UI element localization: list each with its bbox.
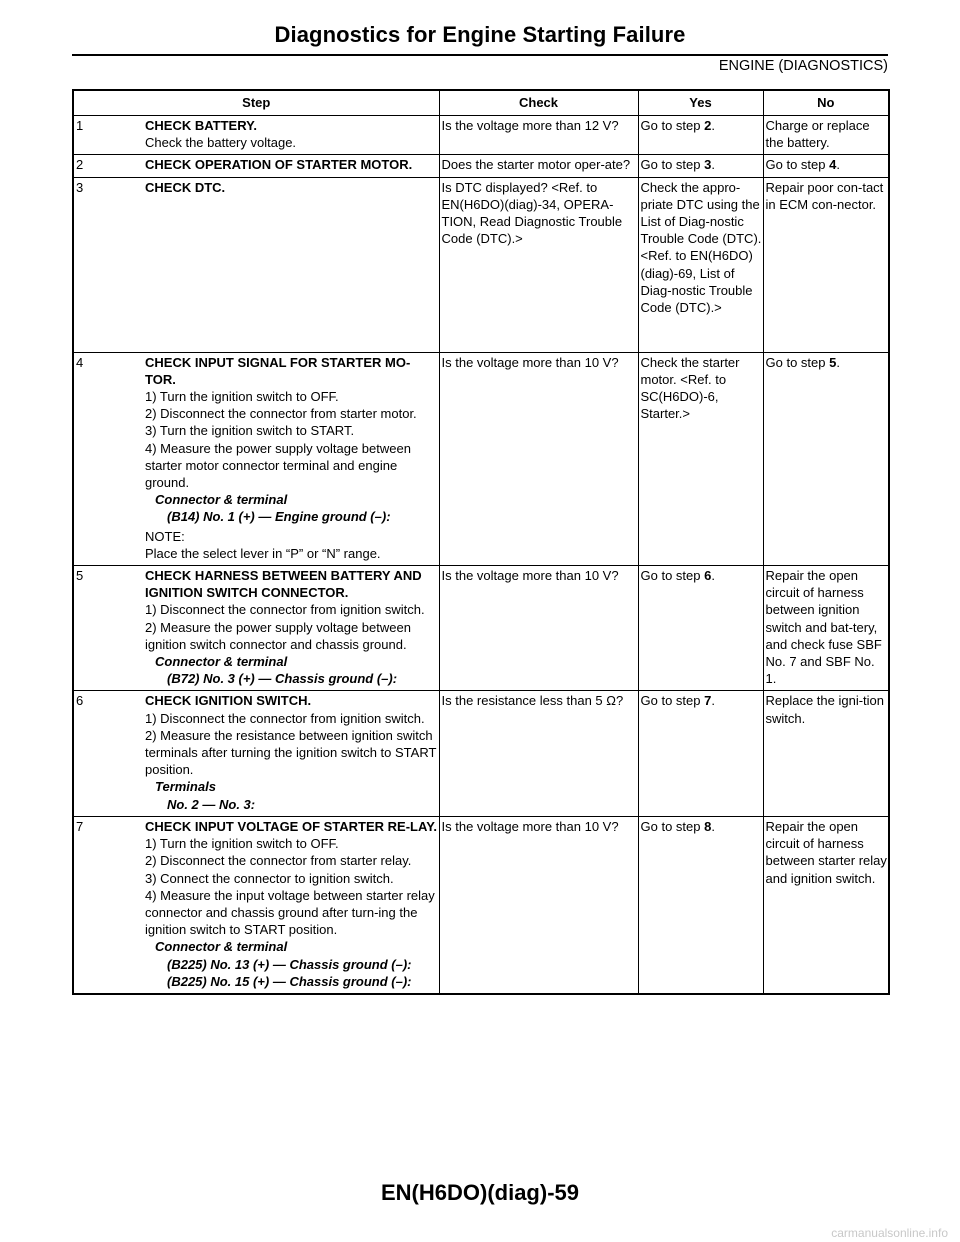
yes-cell: Check the appro-priate DTC using the List of Diag-nostic Trouble Code (DTC). <Ref. to EN(H6DO)(diag)-69, List of Diag-nostic Trouble Code (DTC).>	[638, 177, 763, 352]
no-cell	[763, 352, 889, 565]
yes-cell	[638, 155, 763, 177]
yes-cell	[638, 691, 763, 816]
table-row	[73, 816, 889, 994]
step-number: 2	[76, 157, 84, 173]
check-cell: Does the starter motor oper-ate?	[439, 155, 638, 177]
page-code: EN(H6DO)(diag)-59	[380, 1180, 579, 1205]
step-title: CHECK OPERATION OF STARTER MOTOR.	[145, 157, 413, 173]
connector-terminal-item: (B225) No. 13 (+) — Chassis ground (–):	[167, 956, 412, 972]
yes-step-link[interactable]: 2	[704, 118, 712, 133]
table-row	[73, 352, 889, 565]
yes-step-link[interactable]: 8	[704, 818, 712, 834]
step-instruction: 1) Turn the ignition switch to OFF.	[145, 389, 339, 405]
step-number: 6	[76, 693, 84, 709]
check-cell: Is DTC displayed? <Ref. to EN(H6DO)(diag)-34, OPERA-TION, Read Diagnostic Trouble Code (DTC).>	[439, 177, 638, 352]
step-number: 5	[76, 568, 84, 584]
table-row	[73, 116, 889, 155]
connector-terminal-label: Connector & terminal	[155, 939, 288, 955]
check-cell: Is the voltage more than 10 V?	[439, 566, 638, 691]
step-cell	[73, 177, 439, 352]
connector-terminal-item: (B14) No. 1 (+) — Engine ground (–):	[167, 509, 391, 525]
step-instruction: 2) Measure the power supply voltage between ignition switch connector and chassis ground.	[145, 619, 411, 652]
no-suffix: .	[836, 157, 840, 173]
step-instruction: 3) Connect the connector to ignition switch.	[145, 870, 394, 886]
header-rule	[72, 54, 888, 56]
step-cell	[73, 155, 439, 177]
check-cell: Is the resistance less than 5 Ω?	[439, 691, 638, 816]
yes-suffix: .	[711, 568, 715, 584]
yes-suffix: .	[711, 118, 715, 133]
check-cell: Is the voltage more than 10 V?	[439, 352, 638, 565]
no-cell	[763, 155, 889, 177]
note-label: NOTE:	[145, 528, 185, 544]
yes-suffix: .	[711, 818, 715, 834]
step-instruction: Check the battery voltage.	[145, 135, 297, 151]
yes-prefix: Go to step	[640, 818, 705, 834]
no-cell: Repair the open circuit of harness between ignition switch and bat-tery, and check fuse SBF No. 7 and SBF No. 1.	[763, 566, 889, 691]
step-cell	[73, 116, 439, 155]
column-header-no: No	[763, 90, 889, 116]
step-cell	[73, 352, 439, 565]
no-cell: Replace the igni-tion switch.	[763, 691, 889, 816]
connector-terminal-item: (B225) No. 15 (+) — Chassis ground (–):	[167, 973, 412, 989]
no-cell: Charge or replace the battery.	[763, 116, 889, 155]
step-title: CHECK BATTERY.	[145, 118, 257, 133]
check-cell: Is the voltage more than 12 V?	[439, 116, 638, 155]
step-instruction: 4) Measure the power supply voltage between starter motor connector terminal and engine ground.	[145, 440, 411, 491]
step-instruction: 1) Turn the ignition switch to OFF.	[145, 836, 339, 852]
yes-prefix: Go to step	[640, 118, 705, 133]
section-label: ENGINE (DIAGNOSTICS)	[718, 58, 888, 74]
step-title: CHECK IGNITION SWITCH.	[145, 693, 312, 709]
step-instruction: 2) Disconnect the connector from starter motor.	[145, 406, 417, 422]
table-row	[73, 155, 889, 177]
step-instruction: 2) Disconnect the connector from starter relay.	[145, 853, 412, 869]
yes-step-link[interactable]: 7	[704, 693, 712, 709]
yes-cell	[638, 566, 763, 691]
no-prefix: Go to step	[765, 157, 830, 173]
yes-step-link[interactable]: 3	[704, 157, 712, 173]
column-header-yes: Yes	[638, 90, 763, 116]
step-title: CHECK INPUT SIGNAL FOR STARTER MO-TOR.	[145, 354, 411, 387]
step-title: CHECK INPUT VOLTAGE OF STARTER RE-LAY.	[145, 818, 438, 834]
no-prefix: Go to step	[765, 354, 830, 370]
table-row	[73, 177, 889, 352]
watermark: carmanualsonline.info	[831, 1226, 948, 1240]
step-title: CHECK DTC.	[145, 179, 226, 195]
yes-cell	[638, 116, 763, 155]
step-number: 7	[76, 818, 84, 834]
page-title: Diagnostics for Engine Starting Failure	[274, 22, 686, 47]
step-number: 1	[76, 118, 84, 133]
step-number: 4	[76, 354, 84, 370]
no-cell: Repair the open circuit of harness between starter relay and ignition switch.	[763, 816, 889, 994]
column-header-check: Check	[439, 90, 638, 116]
column-header-step: Step	[73, 90, 439, 116]
no-step-link[interactable]: 5	[829, 354, 837, 370]
connector-terminal-item: (B72) No. 3 (+) — Chassis ground (–):	[167, 671, 398, 687]
terminals-label: Terminals	[155, 779, 216, 795]
terminals-item: No. 2 — No. 3:	[167, 796, 256, 812]
connector-terminal-label: Connector & terminal	[155, 654, 288, 670]
no-step-link[interactable]: 4	[829, 157, 837, 173]
step-instruction: 4) Measure the input voltage between starter relay connector and chassis ground after turn-ing the ignition switch to START position.	[145, 887, 435, 938]
table-row	[73, 566, 889, 691]
yes-cell: Check the starter motor. <Ref. to SC(H6DO)-6, Starter.>	[638, 352, 763, 565]
table-header-row	[73, 90, 889, 116]
check-cell: Is the voltage more than 10 V?	[439, 816, 638, 994]
yes-prefix: Go to step	[640, 568, 705, 584]
yes-suffix: .	[711, 157, 715, 173]
yes-suffix: .	[711, 693, 715, 709]
step-cell	[73, 691, 439, 816]
step-instruction: 3) Turn the ignition switch to START.	[145, 423, 355, 439]
step-cell	[73, 816, 439, 994]
yes-cell	[638, 816, 763, 994]
step-cell	[73, 566, 439, 691]
step-instruction: 1) Disconnect the connector from ignition switch.	[145, 602, 425, 618]
step-instruction: 1) Disconnect the connector from ignition switch.	[145, 710, 425, 726]
table-row	[73, 691, 889, 816]
no-cell: Repair poor con-tact in ECM con-nector.	[763, 177, 889, 352]
no-suffix: .	[836, 354, 840, 370]
step-title: CHECK HARNESS BETWEEN BATTERY AND IGNITION SWITCH CONNECTOR.	[145, 568, 422, 601]
diagnostic-table	[72, 89, 890, 995]
step-number: 3	[76, 179, 84, 195]
step-instruction: 2) Measure the resistance between ignition switch terminals after turning the ignition switch to START position.	[145, 727, 437, 778]
yes-prefix: Go to step	[640, 157, 705, 173]
yes-step-link[interactable]: 6	[704, 568, 712, 584]
connector-terminal-label: Connector & terminal	[155, 492, 288, 508]
yes-prefix: Go to step	[640, 693, 705, 709]
note-text: Place the select lever in “P” or “N” range.	[145, 545, 381, 561]
